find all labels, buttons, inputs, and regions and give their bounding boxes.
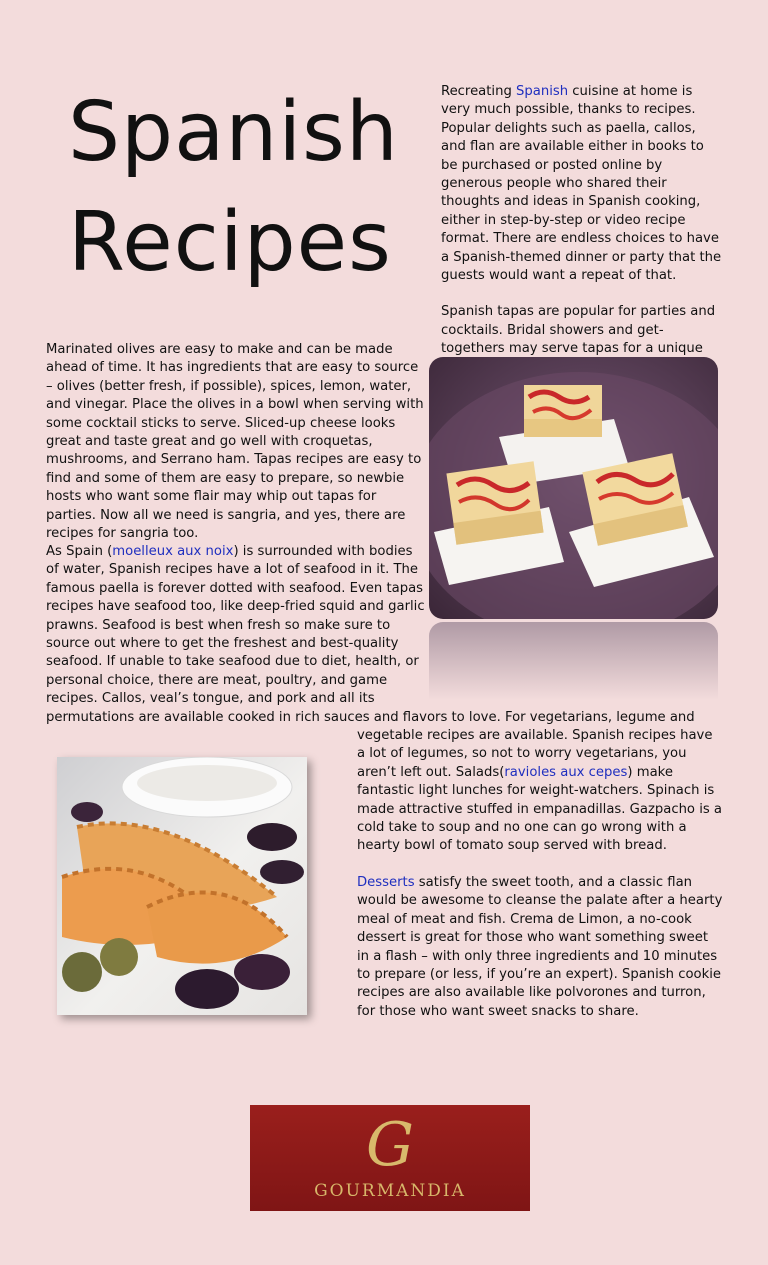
vegetarian-text-rest: ) make fantastic light lunches for weight-watchers. Spinach is made attractive stuffed in empanadillas. Gazpacho is a cold take to soup and no one can go wrong with a hearty bowl of tomato soup served with bread. — [357, 764, 723, 854]
tapas-illustration — [429, 357, 718, 619]
tapas-photo — [429, 357, 718, 619]
desserts-paragraph — [357, 874, 723, 1021]
moelleux-aux-noix-link[interactable]: moelleux aux noix — [112, 544, 234, 559]
desserts-text-rest: satisfy the sweet tooth, and a classic flan would be awesome to cleanse the palate after a hearty meal of meat and fish. Crema de Limon, a no-cook dessert is great for those who want something sweet in a flash – with only three ingredients and 10 minutes to prepare (or less, if you’re an expert). Spanish cookie recipes are also available like polvorones and turron, for those who want sweet snacks to share. — [357, 875, 723, 1019]
desserts-link[interactable]: Desserts — [357, 875, 415, 890]
vegetarian-paragraph — [357, 727, 723, 856]
intro-paragraph-1 — [441, 83, 723, 285]
vegetarian-paragraph-text — [357, 727, 723, 856]
intro-text — [441, 83, 723, 377]
logo-wordmark: GOURMANDIA — [314, 1181, 466, 1201]
intro-text-start: Recreating — [441, 84, 517, 99]
seafood-paragraph-continued: permutations are available cooked in rich sauces and flavors to love. For vegetarians, legume and — [46, 710, 695, 725]
title-line-2: Recipes — [68, 195, 392, 290]
vegetarian-text-start: vegetable recipes are available. Spanish recipes have a lot of legumes, so not to worry vegetarians, you aren’t left out. Salads( — [357, 728, 713, 780]
seafood-paragraph-text — [46, 543, 426, 709]
title-line-1: Spanish — [68, 85, 399, 180]
spanish-link[interactable]: Spanish — [516, 84, 569, 99]
seafood-paragraph — [46, 543, 426, 709]
ravioles-aux-cepes-link[interactable]: ravioles aux cepes — [504, 764, 628, 780]
empanadas-photo — [57, 757, 307, 1015]
seafood-text-rest: ) is surrounded with bodies of water, Spanish recipes have a lot of seafood in it. The famous paella is forever dotted with seafood. Even tapas recipes have seafood too, like deep-fried squid and garlic prawns. Seafood is best when fresh so make sure to source out where to get the freshest and best-quality seafood. If unable to take seafood due to diet, health, or personal choice, there are meat, poultry, and game recipes. Callos, veal’s tongue, and pork and all its — [46, 544, 425, 707]
seafood-text-start: As Spain ( — [46, 544, 113, 559]
logo-letter: G — [366, 1110, 414, 1180]
gourmandia-logo[interactable] — [250, 1105, 530, 1211]
empanadas-illustration — [57, 757, 307, 1015]
tapas-photo-reflection — [429, 622, 718, 700]
olives-paragraph: Marinated olives are easy to make and can be made ahead of time. It has ingredients that are easy to source – olives (better fresh, if possible), spices, lemon, water, and vinegar. Place the olives in a bowl when serving with some cocktail sticks to serve. Sliced-up cheese looks great and taste great and go well with croquetas, mushrooms, and Serrano ham. Tapas recipes are easy to find and some of them are easy to prepare, so newbie hosts who want some flair may whip out tapas for parties. Now all we need is sangria, and yes, there are recipes for sangria too. — [46, 342, 424, 542]
intro-text-rest: cuisine at home is very much possible, thanks to recipes. Popular delights such as paella, callos, and flan are available either in books to be purchased or posted online by generous people who shared their thoughts and ideas in Spanish cooking, either in step-by-step or video recipe format. There are endless choices to have a Spanish-themed dinner or party that the guests would want a repeat of that. — [441, 84, 722, 284]
page-title — [68, 78, 399, 298]
intro-paragraph-2: Spanish tapas are popular for parties and cocktails. Bridal showers and get-togethers may serve tapas for a unique — [441, 304, 716, 357]
desserts-paragraph-text — [357, 874, 723, 1021]
